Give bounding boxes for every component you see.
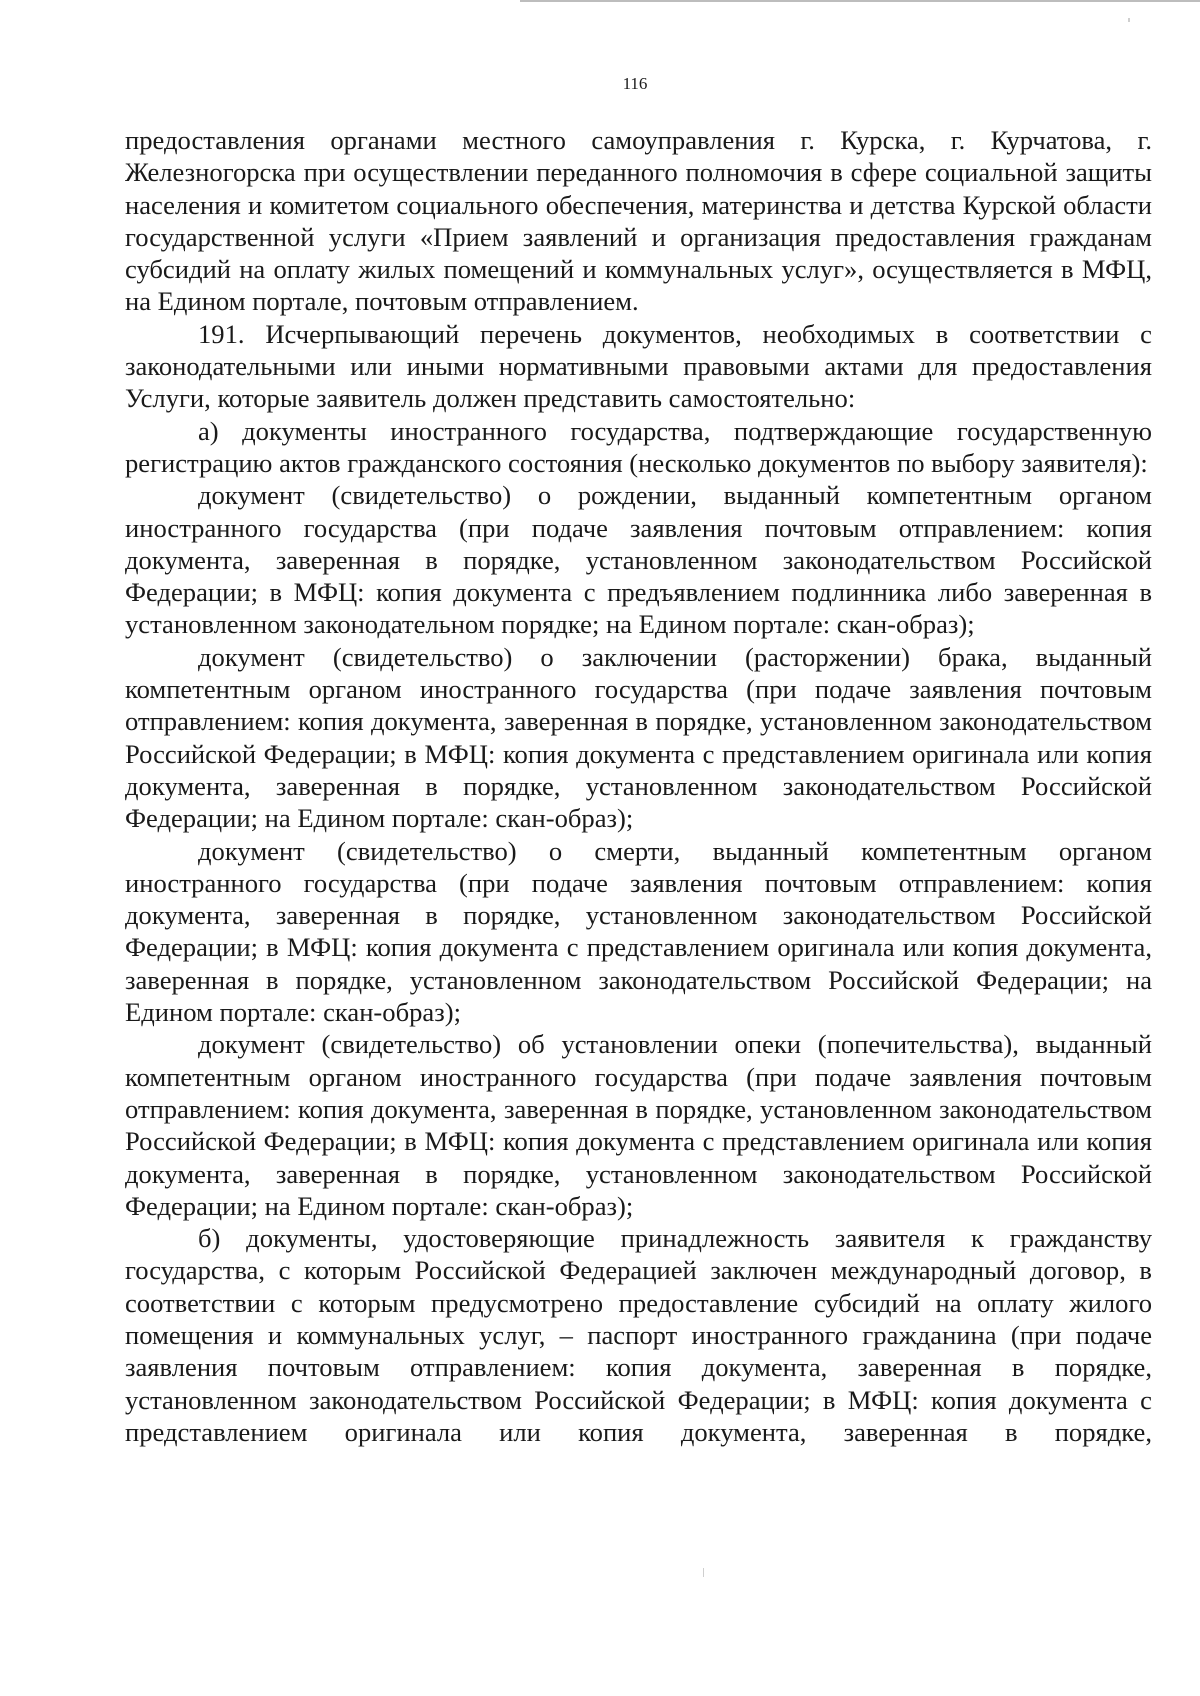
scan-edge-top bbox=[520, 0, 1200, 2]
paragraph-guardianship-certificate: документ (свидетельство) об установлении опеки (попечительства), выданный компетентным органом иностранного государства (при подаче заявления почтовым отправлением: копия документа, заверенная в порядке, установленном законодательством Российской Федерации; в МФЦ: копия документа с представлением оригинала или копия документа, заверенная в порядке, установленном законодательством Российской Федерации; на Едином портале: скан-образ); bbox=[125, 1029, 1152, 1221]
paragraph-service-continuation: предоставления органами местного самоуправления г. Курска, г. Курчатова, г. Железногорска при осуществлении переданного полномочия в сфере социальной защиты населения и комитетом социального обеспечения, материнства и детства Курской области государственной услуги «Прием заявлений и организация предоставления гражданам субсидий на оплату жилых помещений и коммунальных услуг», осуществляется в МФЦ, на Едином портале, почтовым отправлением. bbox=[125, 125, 1152, 317]
paragraph-191: 191. Исчерпывающий перечень документов, необходимых в соответствии с законодательными или иными нормативными правовыми актами для предоставления Услуги, которые заявитель должен представить самостоятельно: bbox=[125, 318, 1152, 414]
paragraph-birth-certificate: документ (свидетельство) о рождении, выданный компетентным органом иностранного государства (при подаче заявления почтовым отправлением: копия документа, заверенная в порядке, установленном законодательством Российской Федерации; в МФЦ: копия документа с предъявлением подлинника либо заверенная в установленном законодательном порядке; на Едином портале: скан-образ); bbox=[125, 480, 1152, 640]
document-body bbox=[125, 124, 1152, 1448]
paragraph-item-b: б) документы, удостоверяющие принадлежность заявителя к гражданству государства, с которым Российской Федерацией заключен международный договор, в соответствии с которым предусмотрено предоставление субсидий на оплату жилого помещения и коммунальных услуг, – паспорт иностранного гражданина (при подаче заявления почтовым отправлением: копия документа, заверенная в порядке, установленном законодательством Российской Федерации; в МФЦ: копия документа с представлением оригинала или копия документа, заверенная в порядке, bbox=[125, 1223, 1152, 1447]
page-number: 116 bbox=[622, 74, 648, 93]
paragraph-death-certificate: документ (свидетельство) о смерти, выданный компетентным органом иностранного государства (при подаче заявления почтовым отправлением: копия документа, заверенная в порядке, установленном законодательством Российской Федерации; в МФЦ: копия документа с представлением оригинала или копия документа, заверенная в порядке, установленном законодательством Российской Федерации; на Едином портале: скан-образ); bbox=[125, 835, 1152, 1028]
scan-mark-bottom bbox=[703, 1568, 704, 1577]
paragraph-item-a: а) документы иностранного государства, подтверждающие государственную регистрацию актов гражданского состояния (несколько документов по выбору заявителя): bbox=[125, 415, 1152, 478]
paragraph-marriage-certificate: документ (свидетельство) о заключении (расторжении) брака, выданный компетентным органом иностранного государства (при подаче заявления почтовым отправлением: копия документа, заверенная в порядке, установленном законодательством Российской Федерации; в МФЦ: копия документа с представлением оригинала или копия документа, заверенная в порядке, установленном законодательством Российской Федерации; на Едином портале: скан-образ); bbox=[125, 641, 1152, 834]
scan-mark-top-right bbox=[1128, 18, 1130, 22]
